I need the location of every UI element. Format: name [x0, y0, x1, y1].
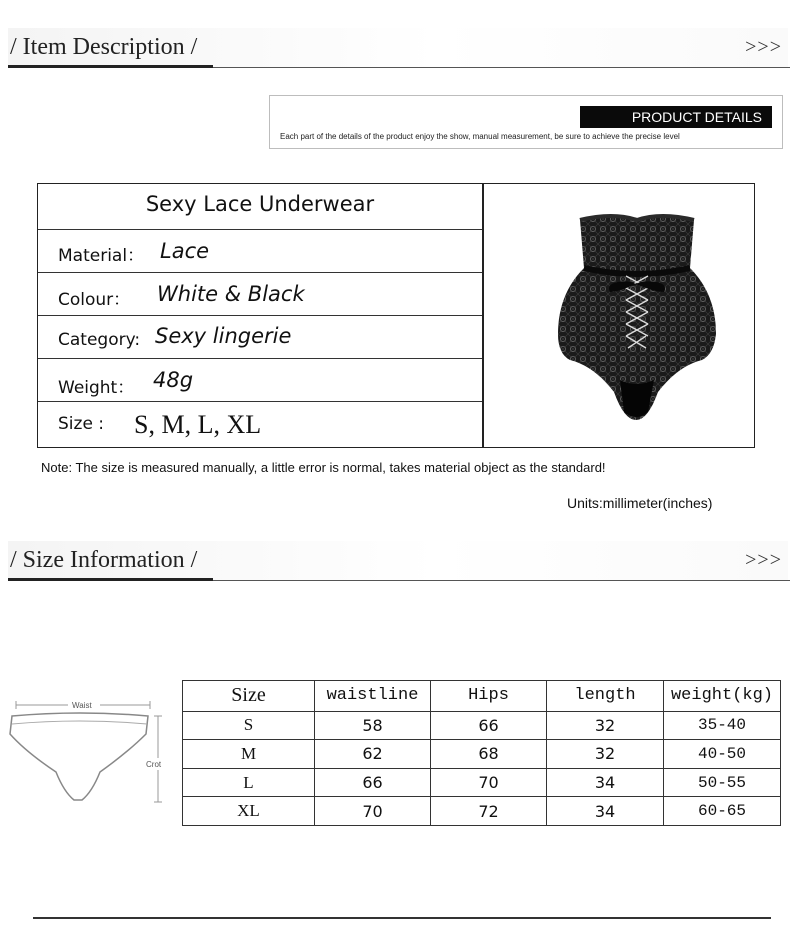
- table-cell: 34: [547, 768, 664, 797]
- size-table-header-row: [183, 681, 781, 712]
- header-accent-line: [8, 578, 213, 581]
- units-label: Units:millimeter(inches): [567, 495, 713, 511]
- info-left-column: [38, 184, 482, 447]
- column-header: waistline: [315, 681, 431, 712]
- product-title: Sexy Lace Underwear: [145, 192, 375, 216]
- lace-underwear-image: [518, 184, 756, 446]
- info-divider: [482, 184, 484, 447]
- table-cell: 62: [315, 740, 431, 769]
- info-label: Weight：: [58, 378, 135, 398]
- table-cell: 68: [431, 740, 547, 769]
- info-label: Size :: [58, 414, 105, 434]
- table-cell: 34: [547, 797, 664, 826]
- arrows-icon: >>>: [745, 549, 782, 571]
- table-cell: 66: [431, 711, 547, 740]
- info-value: 48g: [153, 368, 194, 392]
- info-value: S, M, L, XL: [134, 410, 262, 439]
- product-details-banner: [269, 95, 783, 149]
- table-row: [183, 797, 781, 826]
- banner-subtitle: Each part of the details of the product enjoy the show, manual measurement, be sure to achieve the precise level: [280, 132, 680, 141]
- info-row-category: [38, 316, 482, 359]
- table-cell: 72: [431, 797, 547, 826]
- info-title-row: [38, 184, 482, 230]
- section-title: / Item Description /: [10, 34, 198, 60]
- footer-divider: [33, 917, 771, 919]
- table-row: [183, 711, 781, 740]
- info-row-colour: [38, 273, 482, 316]
- table-cell: 60-65: [664, 797, 781, 826]
- table-cell: 66: [315, 768, 431, 797]
- info-label: Material：: [58, 246, 145, 266]
- size-note: Note: The size is measured manually, a little error is normal, takes material object as the standard!: [41, 460, 606, 475]
- info-value: Sexy lingerie: [155, 324, 292, 348]
- info-label: Colour：: [58, 290, 131, 310]
- table-cell: 70: [315, 797, 431, 826]
- table-cell: 40-50: [664, 740, 781, 769]
- product-info-table: [37, 183, 755, 448]
- table-cell: 32: [547, 740, 664, 769]
- section-title: / Size Information /: [10, 547, 198, 573]
- arrows-icon: >>>: [745, 36, 782, 58]
- info-row-size: [38, 402, 482, 449]
- table-cell: 58: [315, 711, 431, 740]
- column-header: length: [547, 681, 664, 712]
- column-header: Hips: [431, 681, 547, 712]
- info-label: Category:: [58, 330, 141, 350]
- table-cell: 70: [431, 768, 547, 797]
- waist-label: Waist: [72, 701, 92, 710]
- table-cell: 35-40: [664, 711, 781, 740]
- table-row: [183, 768, 781, 797]
- info-value: Lace: [160, 239, 210, 263]
- size-information-header: [0, 541, 800, 585]
- table-cell: M: [183, 740, 315, 769]
- item-description-header: [0, 28, 800, 72]
- table-cell: S: [183, 711, 315, 740]
- column-header: Size: [183, 681, 315, 712]
- table-cell: L: [183, 768, 315, 797]
- product-details-badge: PRODUCT DETAILS: [580, 106, 772, 128]
- size-table: [182, 680, 781, 826]
- info-row-material: [38, 230, 482, 273]
- header-accent-line: [8, 65, 213, 68]
- table-row: [183, 740, 781, 769]
- table-cell: 32: [547, 711, 664, 740]
- info-value: White & Black: [157, 282, 305, 306]
- table-cell: XL: [183, 797, 315, 826]
- table-cell: 50-55: [664, 768, 781, 797]
- measurement-diagram: [0, 690, 180, 810]
- crotch-label: Crot: [146, 760, 162, 769]
- info-row-weight: [38, 359, 482, 402]
- column-header: weight(kg): [664, 681, 781, 712]
